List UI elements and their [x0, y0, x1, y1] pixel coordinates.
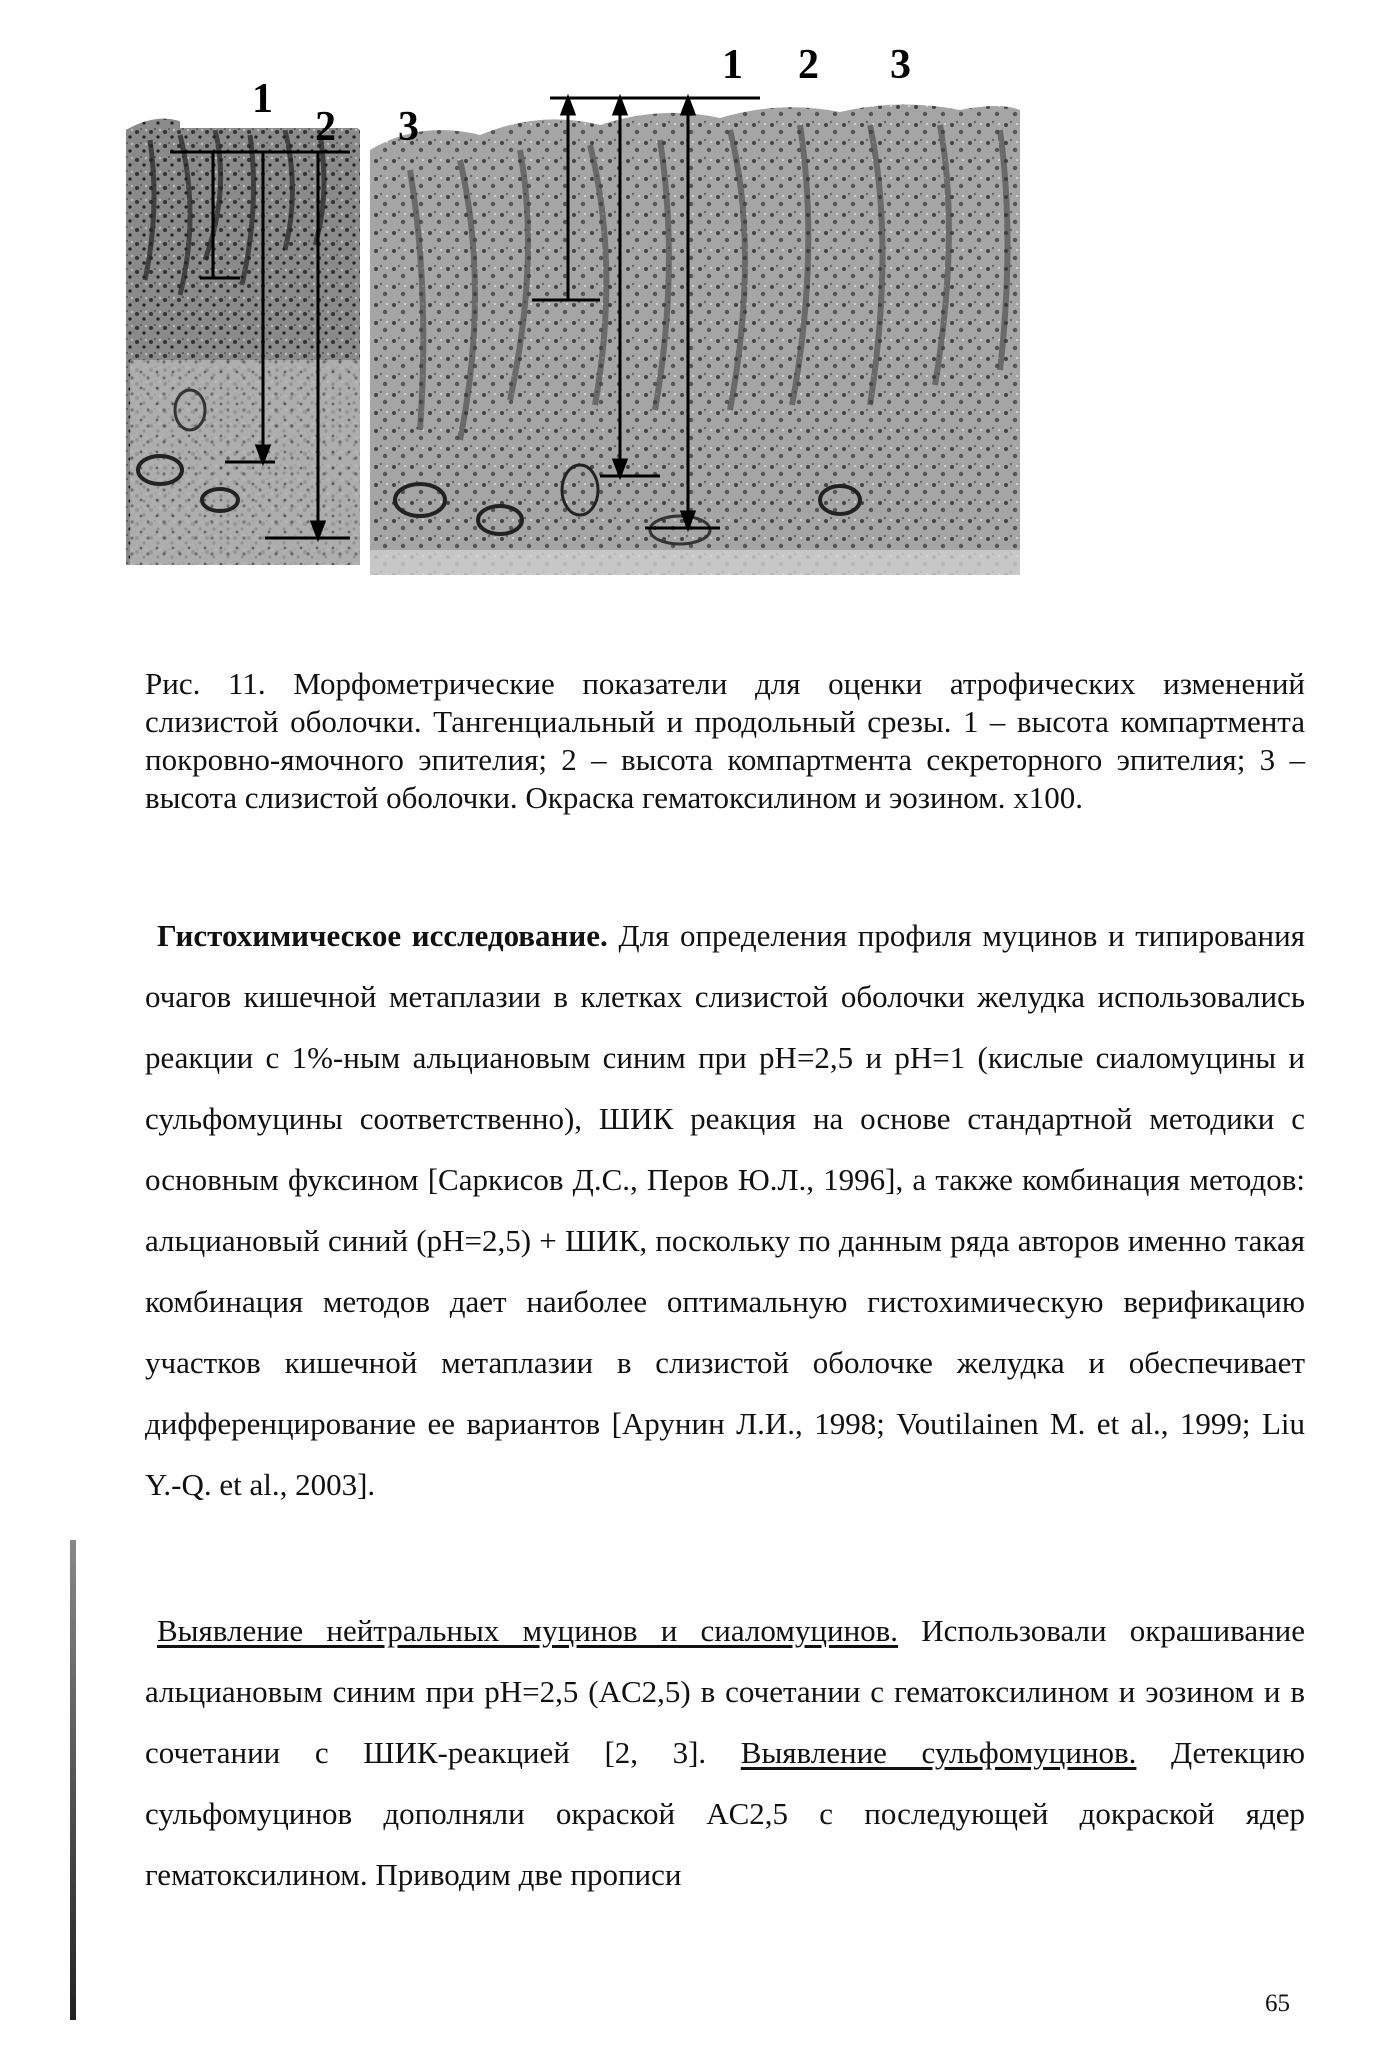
right-label-3: 3: [890, 42, 911, 88]
right-micrograph-panel: [370, 104, 1020, 575]
right-label-1: 1: [722, 42, 743, 88]
section-text-histochemistry: Для определения профиля муцинов и типирования очагов кишечной метаплазии в клетках слизистой оболочки желудка использовались реакции с 1%-ным альциановым синим при pH=2,5 и pH=1 (кислые сиаломуцины и сульфомуцины соответственно), ШИК реакция на основе стандартной методики с основным фуксином [Саркисов Д.С., Перов Ю.Л., 1996], а также комбинация методов: альциановый синий (pH=2,5) + ШИК, поскольку по данным ряда авторов именно такая комбинация методов дает наиболее оптимальную гистохимическую верификацию участков кишечной метаплазии в слизистой оболочке желудка и обеспечивает дифференцирование ее вариантов [Арунин Л.И., 1998; Voutilainen M. et al., 1999; Liu Y.-Q. et al., 2003].: [145, 918, 1305, 1502]
section-histochemistry: [145, 905, 1305, 1515]
left-label-1: 1: [252, 76, 273, 122]
left-label-2: 2: [315, 104, 336, 150]
page-edge-shadow: [70, 1540, 76, 2020]
subheading-neutral-mucins: Выявление нейтральных муцинов и сиаломуцинов.: [157, 1613, 899, 1648]
section-heading-histochemistry: Гистохимическое исследование.: [157, 918, 608, 953]
subheading-sulfomucins: Выявление сульфомуцинов.: [740, 1735, 1137, 1770]
figure-caption: Рис. 11. Морфометрические показатели для оценки атрофических изменений слизистой оболочки. Тангенциальный и продольный срезы. 1 – высота компартмента покровно-ямочного эпителия; 2 – высота компартмента секреторного эпителия; 3 – высота слизистой оболочки. Окраска гематоксилином и эозином. х100.: [145, 666, 1305, 815]
left-micrograph-panel: [126, 111, 360, 565]
micrograph-image: [120, 30, 1140, 590]
right-label-2: 2: [798, 42, 819, 88]
section-mucins: [145, 1600, 1305, 1905]
text-sulfomucins: Детекцию сульфомуцинов дополняли окраской AC2,5 с последующей докраской ядер гематоксилином. Приводим две прописи: [145, 1735, 1305, 1892]
text-neutral-mucins: Использовали окрашивание альциановым синим при pH=2,5 (AC2,5) в сочетании с гематоксилином и эозином и в сочетании с ШИК-реакцией [2, 3].: [145, 1613, 1306, 1770]
figure-micrograph: [120, 30, 1140, 590]
left-label-3: 3: [398, 104, 419, 150]
page-number: 65: [1265, 1990, 1290, 2017]
